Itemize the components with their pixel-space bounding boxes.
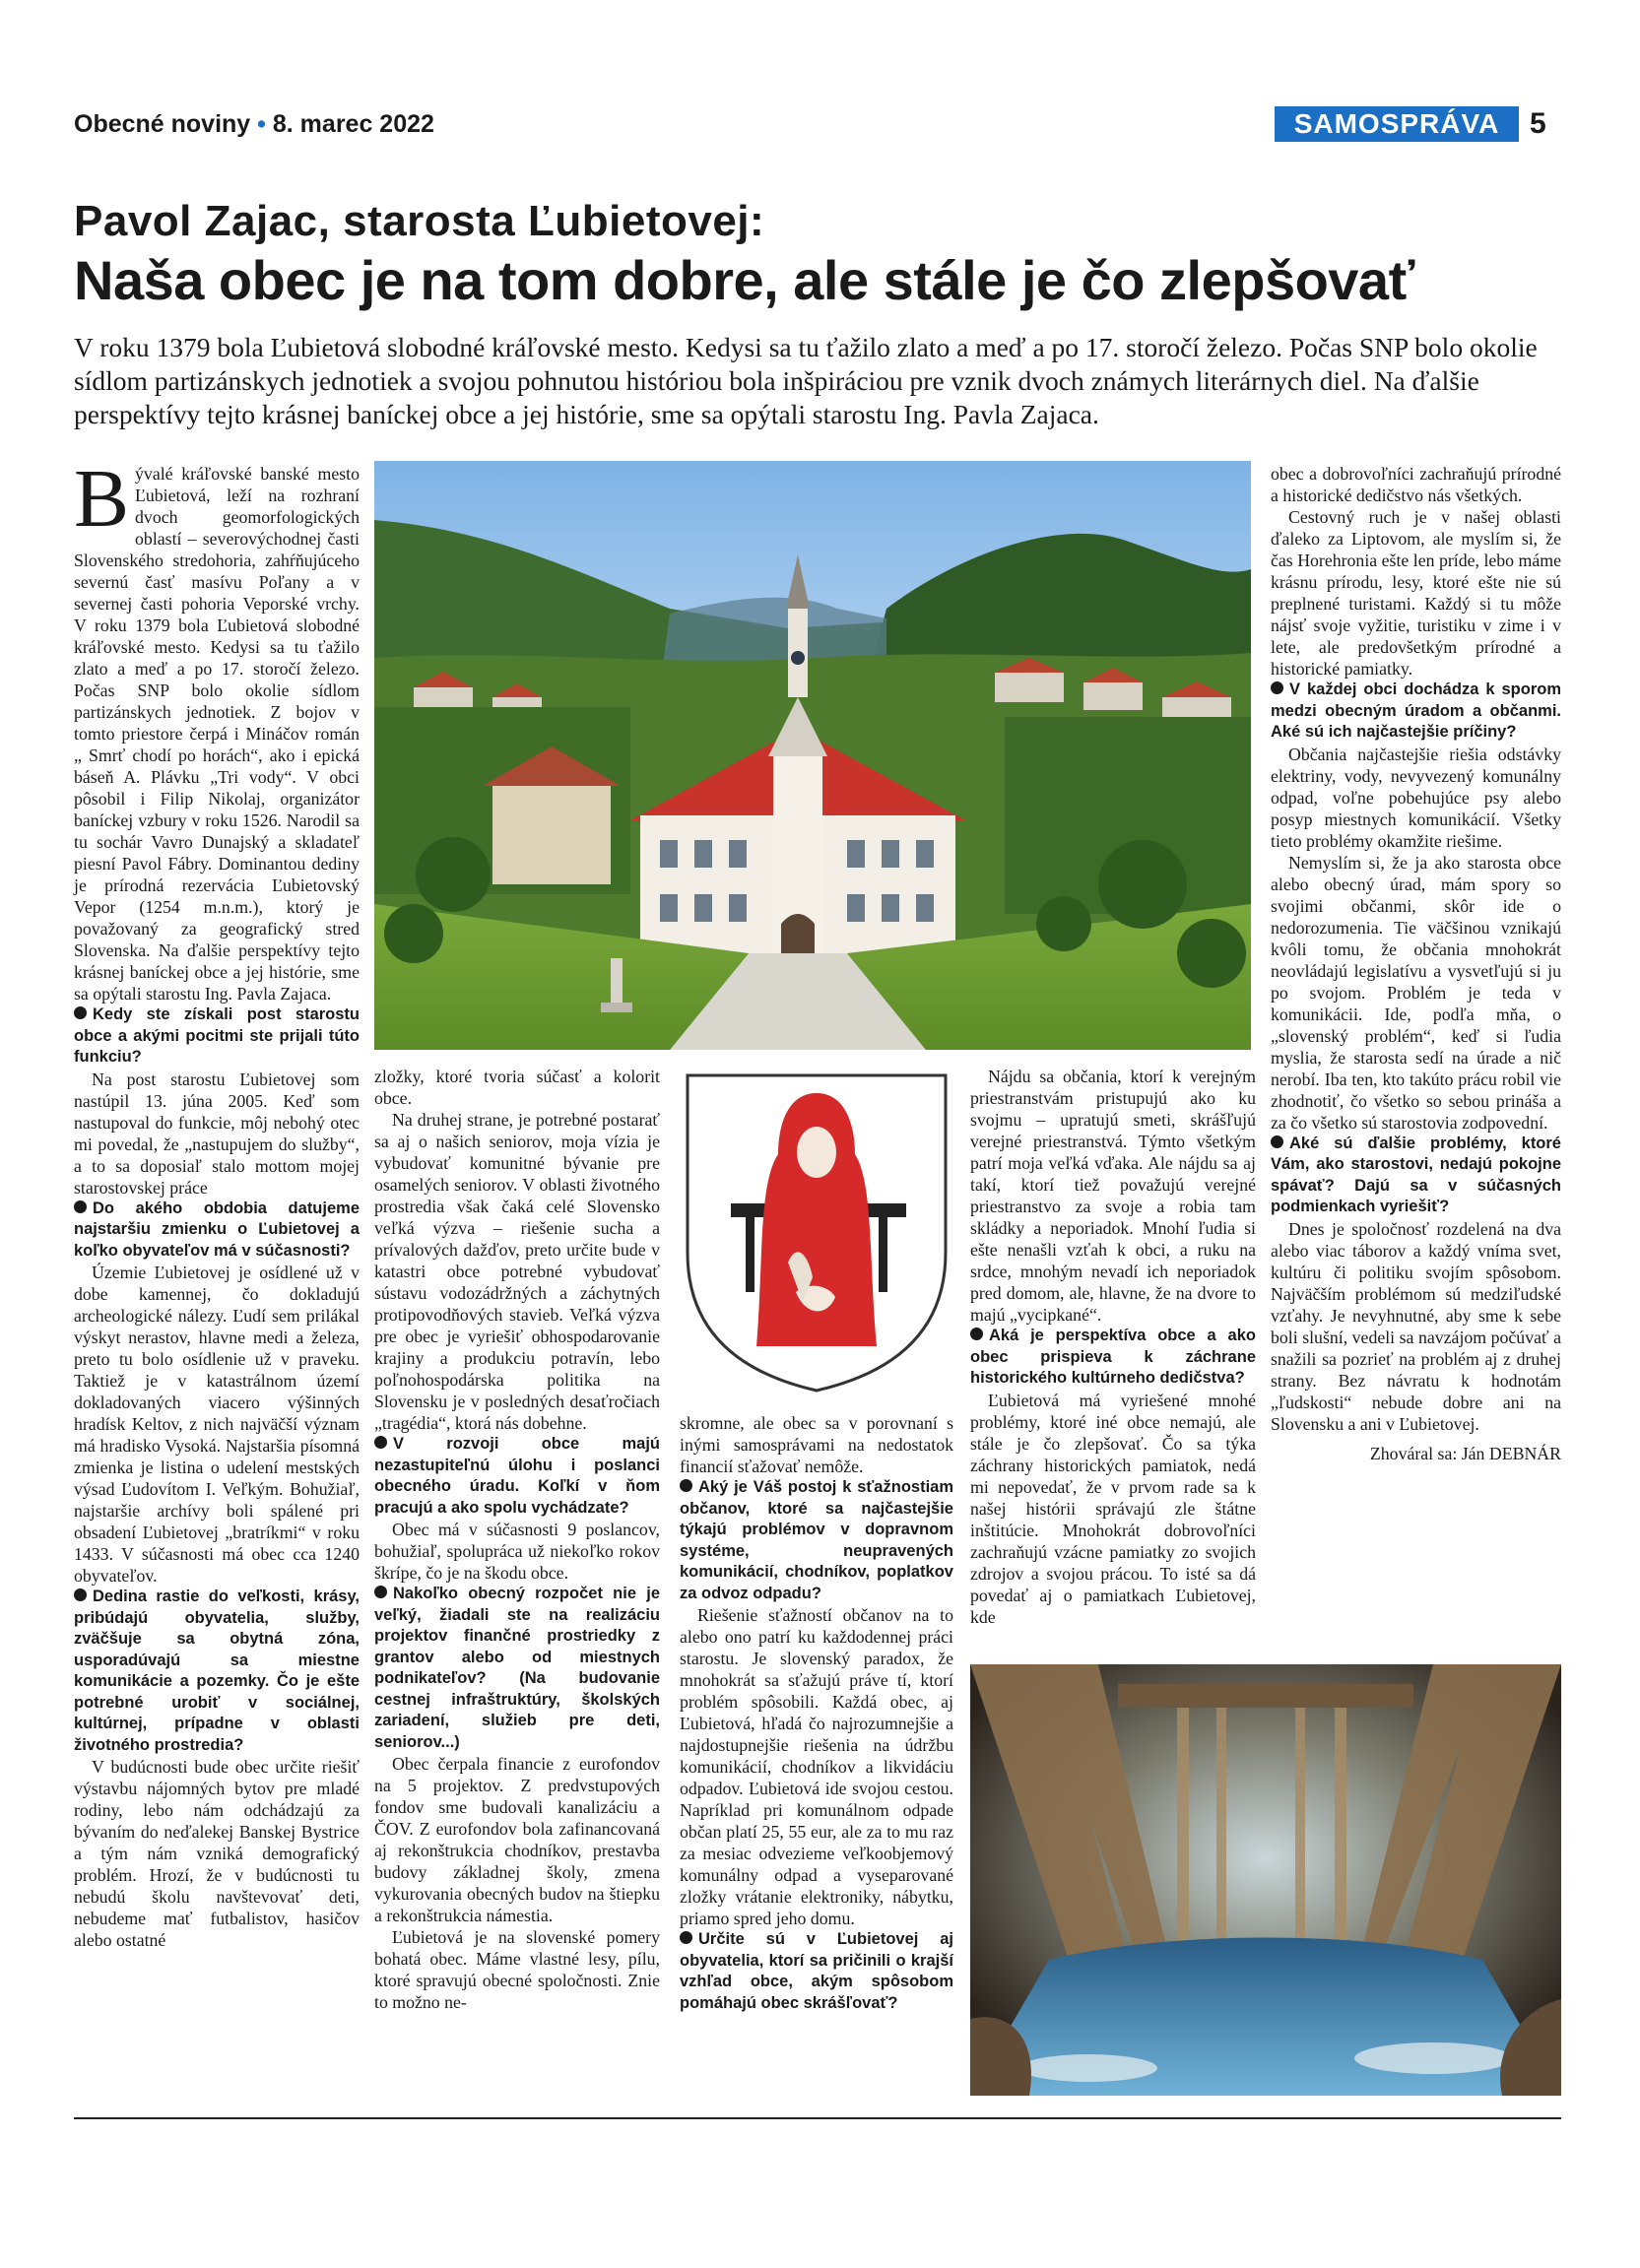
bullet-icon [374, 1586, 387, 1598]
question [970, 1326, 1256, 1390]
answer: Na post starostu Ľubietovej som nastúpil 13. júna 2005. Keď som nastupoval do funkcie, môj nebohý otec mi povedal, že „nastupujem do služby“, a to sa doposiaľ stalo mottom mojej starostovskej práce [74, 1069, 360, 1198]
coat-of-arms [680, 1066, 953, 1398]
column-5 [1271, 463, 1561, 1464]
question-text: V rozvoji obce majú nezastupiteľnú úlohu i poslanci obecného úradu. Koľkí v ňom pracujú a ako spolu vychádzate? [374, 1435, 660, 1517]
column-4 [970, 1066, 1256, 1628]
question-text: Určite sú v Ľubietovej aj obyvatelia, ktorí sa pričinili o krajší vzhľad obce, akým spôsobom pomáhajú obec skrášľovať? [680, 1930, 953, 2012]
column-3 [680, 1412, 953, 2014]
question [374, 1434, 660, 1519]
paragraph: Nájdu sa občania, ktorí k verejným priestranstvám pristupujú ako ku svojmu – upratujú smeti, skrášľujú verejné priestranstvá. Týmto všetkým patrí moja veľká vďaka. Ale nájdu sa aj takí, ktorí tiež považujú verejné priestranstvo za svoje a robia tam skládky a neporiadok. Mnohí ľudia si ešte nenašli vzťah k obci, a ruku na srdce, mnohým nevadí ich neporiadok pred domom, ale, hlavne, že na dvore to majú „vycipkané“. [970, 1067, 1256, 1325]
answer: Ľubietová má vyriešené mnohé problémy, ktoré iné obce nemajú, ale stále je čo zlepšovať. Čo sa týka záchrany historických pamiatok, nedá mi nepovedať, že v prvom rade sa k našej histórii správajú zle štátne inštitúcie. Mnohokrát dobrovoľníci zachraňujú vzácne pamiatky zo svojich zdrojov a svojou prácou. To isté sa dá povedať aj o pamiatkach Ľubietovej, kde [970, 1390, 1256, 1627]
page-number: 5 [1530, 107, 1546, 140]
question-text: Do akého obdobia datujeme najstaršiu zmienku o Ľubietovej a koľko obyvateľov má v súčasnosti? [74, 1199, 360, 1260]
article-headline: Naša obec je na tom dobre, ale stále je čo zlepšovať [74, 249, 1414, 311]
question [374, 1584, 660, 1753]
answer: Ľubietová je na slovenské pomery bohatá obec. Máme vlastné lesy, pílu, ktoré spravujú obecné spoločnosti. Znie to možno ne- [374, 1927, 660, 2012]
mine-shaft-photo [970, 1664, 1561, 2096]
question-text: Aký je Váš postoj k sťažnostiam občanov, ktoré sa najčastejšie týkajú problémov v dopravnom systéme, neupravených komunikácií, chodníkov, poplatkov za odvoz odpadu? [680, 1478, 953, 1602]
question [680, 1477, 953, 1604]
bullet-icon [680, 1931, 692, 1944]
paragraph: Cestovný ruch je v našej oblasti ďaleko za Liptovom, ale myslím si, že čas Horehronia ešte len príde, lebo máme krásnu prírodu, lesy, ktoré ešte nie sú preplnené turistami. Každý si tu môže nájsť svoje vyžitie, turistiku v zime i v lete, ale predovšetkým prírodné a historické pamiatky. [1271, 507, 1561, 679]
answer: V budúcnosti bude obec určite riešiť výstavbu nájomných bytov pre mladé rodiny, lebo nám odchádzajú za bývaním do neďalekej Banskej Bystrice a tým nám vzniká demografický problém. Hrozí, že v budúcnosti tu nebudú školu navštevovať deti, nebudeme mať futbalistov, hasičov alebo ostatné [74, 1757, 360, 1950]
bullet-icon [680, 1479, 692, 1492]
newspaper-name [74, 110, 434, 139]
mine-photo-svg [970, 1664, 1561, 2096]
paragraph: obec a dobrovoľníci zachraňujú prírodné a historické dedičstvo nás všetkých. [1271, 464, 1561, 505]
bottom-rule [74, 2117, 1561, 2119]
question [74, 1587, 360, 1756]
question-text: Kedy ste získali post starostu obce a akými pocitmi ste prijali túto funkciu? [74, 1005, 360, 1066]
article-kicker: Pavol Zajac, starosta Ľubietovej: [74, 197, 765, 245]
question [1271, 680, 1561, 744]
question-text: V každej obci dochádza k sporom medzi obecným úradom a občanmi. Aké sú ich najčastejšie príčiny? [1271, 680, 1561, 741]
question-note: (Na budovanie cestnej infraštruktúry, školských zariadení, služieb pre deti, seniorov...) [374, 1669, 660, 1751]
bullet-icon [1271, 1135, 1283, 1148]
answer: Územie Ľubietovej je osídlené už v dobe kamennej, čo dokladujú archeologické nálezy. Ľudí sem prilákal výskyt nerastov, hlavne medi a železa, preto tu bolo osídlenie už v praveku. Taktiež je v katastrálnom území dokladovaných viacero výšinných hradísk Keltov, z nich najväčší význam má hradisko Vysoká. Najstaršia písomná zmienka je listina o udelení mestských výsad Ľudovítom I. Veľkým. Bohužiaľ, najstaršie archívy boli spálené pri obsadení Ľubietovej „bratríkmi“ v roku 1433. V súčasnosti má obec cca 1240 obyvateľov. [74, 1263, 360, 1586]
bullet-icon [74, 1200, 87, 1213]
coat-of-arms-svg [680, 1066, 953, 1398]
bullet-icon [74, 1006, 87, 1019]
answer: Nemyslím si, že ja ako starosta obce alebo obecný úrad, mám spory so svojimi občanmi, skôr ide o nedorozumenia. Tie väčšinou vznikajú kvôli tomu, že občania mnohokrát neovládajú legislatívu a vysvetľujú si ju po svojom. Problém je teda v komunikácii. Ide, podľa mňa, o „slovenský problém“, keď si ľudia myslia, že starosta sedí na úrade a nič nerobí. Iba ten, kto takúto prácu robil vie zhodnotiť, čo všetko so sebou prináša a za čo všetko sú starostovia zodpovední. [1271, 852, 1561, 1133]
page-header [74, 106, 1561, 142]
column-2 [374, 1066, 660, 2013]
issue-date: 8. marec 2022 [272, 110, 434, 138]
section-label: SAMOSPRÁVA [1275, 106, 1519, 142]
separator-dot: • [257, 110, 266, 138]
answer: Občania najčastejšie riešia odstávky elektriny, vody, nevyvezený komunálny odpad, voľne pobehujúce psy alebo posyp miestnych komunikácií. Všetky tieto problémy okamžite riešime. [1271, 744, 1561, 851]
bullet-icon [374, 1436, 387, 1449]
drop-cap: B [74, 453, 130, 545]
village-photo-svg [374, 461, 1251, 1050]
question [1271, 1134, 1561, 1218]
bullet-icon [970, 1328, 983, 1340]
paragraph: skromne, ale obec sa v porovnaní s inými samosprávami na nedostatok financií sťažovať nemôže. [680, 1413, 953, 1476]
intro-paragraph [74, 453, 360, 1004]
question [74, 1004, 360, 1069]
answer: Riešenie sťažností občanov na to alebo ono patrí ku každodennej práci starostu. Je slovenský paradox, že mnohokrát sa sťažujú práve tí, ktorí problém spôsobili. Každá obec, aj Ľubietová, hľadá čo najrozumnejšie a najdostupnejšie riešenia na údržbu komunikácií, chodníkov a likvidáciu odpadov. Ľubietová ide svojou cestou. Napríklad pri komunálnom odpade občan platí 25, 55 eur, ale za to mu raz za mesiac odvezieme veľkoobjemový komunálny odpad a vyseparované zložky vrátanie elektroniky, nábytku, priamo spred jeho domu. [680, 1605, 953, 1928]
answer: Dnes je spoločnosť rozdelená na dva alebo viac táborov a každý vníma svet, kultúru či politiku svojím spôsobom. Najväčším problémom sú medziľudské vzťahy. Je nevyhnutné, aby sme k sebe boli slušní, vedeli sa navzájom počúvať a snažili sa pozrieť na problém aj z druhej strany. Bez návratu k hodnotám „ľudskosti“ nebude dobre ani na Slovensku a ani v Ľubietovej. [1271, 1218, 1561, 1434]
question-text: Aká je perspektíva obce a ako obec prispieva k záchrane historického kultúrneho dedičstva? [970, 1327, 1256, 1387]
paragraph: zložky, ktoré tvoria súčasť a kolorit obce. [374, 1067, 660, 1108]
question-text: Nakoľko obecný rozpočet nie je veľký, žiadali ste na realizáciu projektov finančné prostriedky z grantov alebo od miestnych podnikateľov? [374, 1585, 660, 1687]
article-lead: V roku 1379 bola Ľubietová slobodné kráľovské mesto. Kedysi sa tu ťažilo zlato a meď a po 17. storočí železo. Počas SNP bolo okolie sídlom partizánskych jednotiek a svojou pohnutou históriou bola inšpiráciou pre vznik dvoch známych literárnych diel. Na ďalšie perspektívy tejto krásnej baníckej obce a jej histórie, sme sa opýtali starostu Ing. Pavla Zajaca. [74, 332, 1538, 429]
intro-text: ývalé kráľovské banské mesto Ľubietová, leží na rozhraní dvoch geomorfologických oblastí – severovýchodnej časti Slovenského stredohoria, zahŕňujúceho severnú časť masívu Poľany a v severnej časti pohoria Veporské vrchy. V roku 1379 bola Ľubietová slobodné kráľovské mesto. Kedysi sa tu ťažilo zlato a meď a po 17. storočí železo. Počas SNP bolo okolie sídlom partizánskych jednotiek. Z bojov v tomto priestore čerpá i Mináčov román „ Smrť chodí po horách“, ako i epická báseň A. Plávku „Tri vody“. V obci pôsobil i Filip Nikolaj, organizátor baníckej vzbury v roku 1526. Narodil sa tu sochár Vavro Dunajský a skladateľ piesní Pavol Fábry. Dominantou dediny je prírodná rezervácia Ľubietovský Vepor (1254 m.n.m.), ktorý je považovaný za geografický stred Slovenska. Na ďalšie perspektívy tejto krásnej baníckej obce a jej histórie, sme sa opýtali starostu Ing. Pavla Zajaca. [74, 464, 360, 1004]
question-text: Dedina rastie do veľkosti, krásy, pribúdajú obyvatelia, služby, zväčšuje sa obytná zóna, usporadúvajú sa miestne komunikácie a pozemky. Čo je ešte potrebné urobiť v sociálnej, kultúrnej, prípadne v oblasti životného prostredia? [74, 1588, 360, 1754]
bullet-icon [1271, 681, 1283, 694]
question [74, 1199, 360, 1263]
question [680, 1929, 953, 2014]
question-text: Aké sú ďalšie problémy, ktoré Vám, ako starostovi, nedajú pokojne spávať? Dajú sa v súčasných podmienkach vyriešiť? [1271, 1134, 1561, 1215]
column-1 [74, 453, 360, 1951]
answer: Obec čerpala financie z eurofondov na 5 projektov. Z predvstupových fondov sme budovali kanalizáciu a ČOV. Z eurofondov bola zafinancovaná aj rekonštrukcia chodníkov, prestavba budovy základnej školy, zmena vykurovania obecných budov na štiepku a rekonštrukcia námestia. [374, 1754, 660, 1925]
paragraph: Na druhej strane, je potrebné postarať sa aj o našich seniorov, moja vízia je vybudovať komunitné bývanie pre osamelých seniorov. V oblasti životného prostredia však čaká celé Slovensko veľká výzva – riešenie sucha a prívalových dažďov, preto určite bude v katastri obce potrebné vybudovať sústavu vodozádržných a záchytných protipovodňových stavieb. Veľká výzva pre obec je vyriešiť obhospodarovanie krajiny a produkciu potravín, lebo poľnohospodárska politika na Slovensku je v posledných desaťročiach „tragédia“, ktorá nás dobehne. [374, 1110, 660, 1433]
village-aerial-photo [374, 461, 1251, 1050]
author-byline: Zhováral sa: Ján DEBNÁR [1369, 1443, 1561, 1463]
paper-title: Obecné noviny [74, 110, 251, 138]
answer: Obec má v súčasnosti 9 poslancov, bohužiaľ, spolupráca už niekoľko rokov škrípe, čo je na škodu obce. [374, 1520, 660, 1583]
bullet-icon [74, 1588, 87, 1601]
